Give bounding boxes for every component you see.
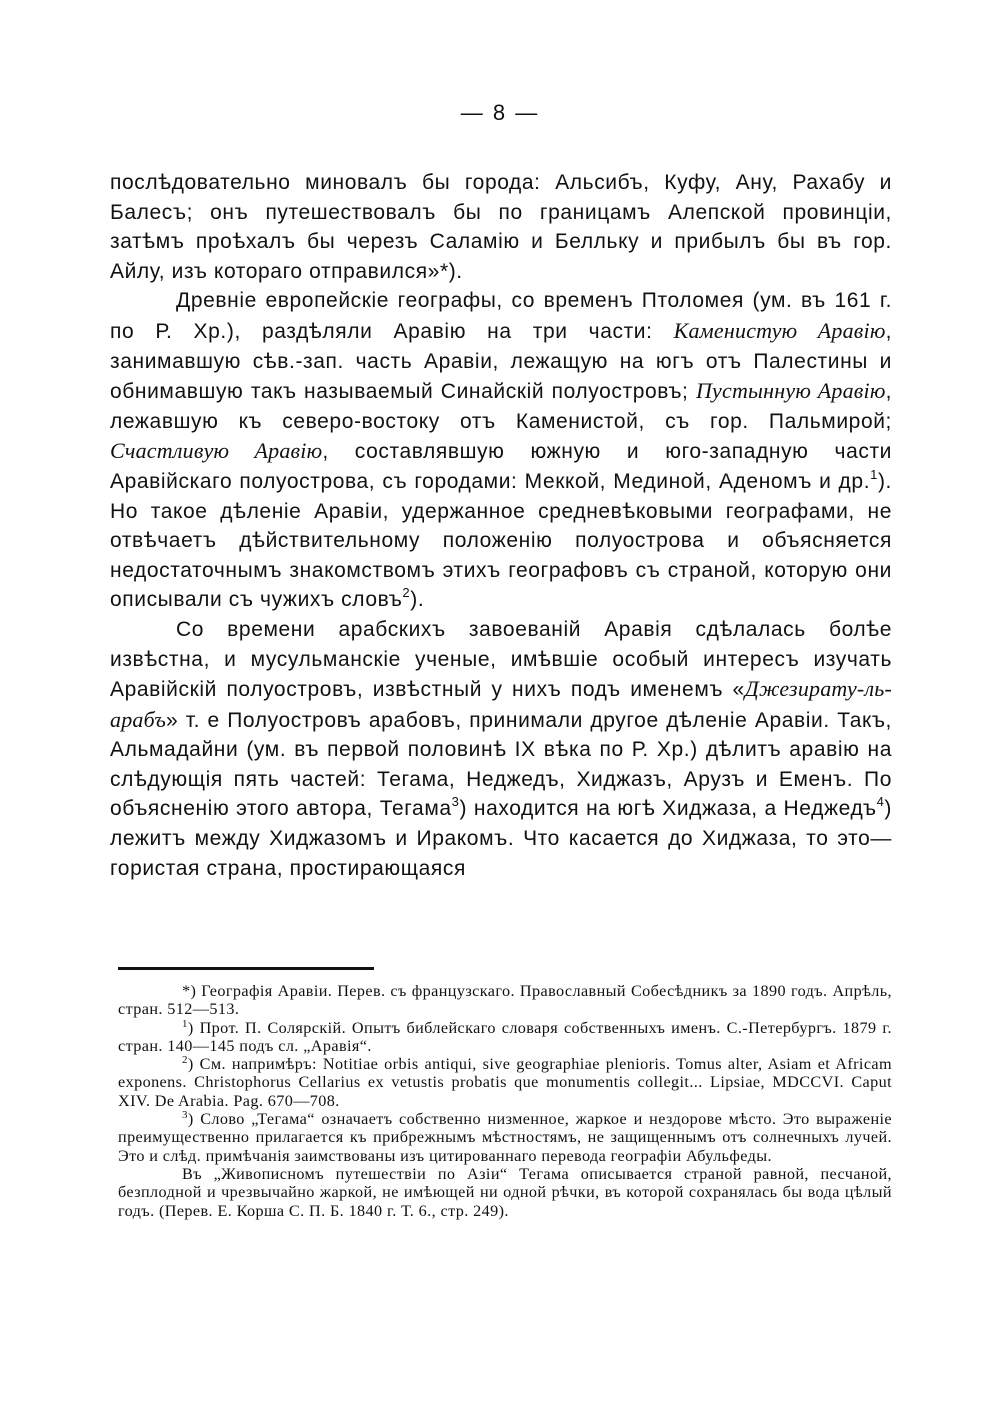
footnote-marker-2: 2 [182,1054,188,1067]
footnote-1-text: ) Прот. П. Солярскій. Опытъ библейскаго словаря собственныхъ именъ. С.-Петербургъ. 1879 г. стран. 140—145 подъ сл. „Аравія“. [118,1018,892,1055]
text-span: Со времени арабскихъ завоеваній Аравія сдѣлалась болѣе извѣстна, и мусульманскіе ученые, имѣвшіе особый интересъ изучать Аравійскій полуостровъ, извѣстный у нихъ подъ именемъ « [110,617,892,702]
footnote-ref-1: 1 [870,466,878,482]
footnote-ref-4: 4 [876,794,885,810]
footnote-ref-3: 3 [451,794,460,810]
footnote-ref-2: 2 [402,585,411,601]
term-desert-arabia: Пустынную Аравію [695,378,886,404]
text-span: ) находится на югѣ Хиджаза, а Неджедъ [459,797,877,821]
term-jazirat-al-arab: Джезирату-ль-арабъ [110,676,892,732]
footnote-2 [118,1055,892,1110]
text-span: , составлявшую южную и юго-западную части Аравійскаго полуострова, съ городами: Меккой, Мединой, Аденомъ и др. [110,440,892,493]
footnote-3-text: ) Слово „Тегама“ означаетъ собственно низменное, жаркое и нездорове мѣсто. Это выраженіе преимущественно прилагается къ прибрежнымъ мѣстностямъ, не защищеннымъ отъ солнечныхъ лучей. Это и слѣд. примѣчанія заимствованы изъ цитированнаго перевода географіи Абульфеды. [118,1110,892,1165]
text-span: ). Но такое дѣленіе Аравіи, удержанное средневѣковыми географами, не отвѣчаетъ дѣйствительному положенію полуострова и объясняется недостаточнымъ знакомствомъ этихъ географовъ съ страной, которую они описывали съ чужихъ словъ [110,469,892,612]
paragraph-2 [110,286,892,615]
footnote-1 [118,1019,892,1056]
page-number: — 8 — [460,100,540,125]
footnote-star: *) Географія Аравіи. Перев. съ французскаго. Православный Собесѣдникъ за 1890 годъ. Апрѣль, стран. 512—513. [118,982,892,1019]
term-happy-arabia: Счастливую Аравію [110,438,323,464]
text-span: , занимавшую сѣв.-зап. часть Аравіи, лежащую на югъ отъ Палестины и обнимавшую такъ называемый Синайскій полуостровъ; [110,319,892,404]
text-span: ) лежитъ между Хиджазомъ и Иракомъ. Что касается до Хиджаза, то это—гористая страна, простирающаяся [110,797,892,880]
paragraph-1: послѣдовательно миновалъ бы города: Альсибъ, Куфу, Ану, Рахабу и Балесъ; онъ путешествовалъ бы по границамъ Алепской провинціи, затѣмъ проѣхалъ бы черезъ Саламію и Белльку и прибылъ бы въ гор. Айлу, изъ котораго отправился»*). [110,171,892,283]
footnotes [118,982,892,1220]
text-span: , лежавшую къ северо-востоку отъ Каменистой, съ гор. Пальмирой; [110,380,893,433]
text-span: » т. е Полуостровъ арабовъ, принимали другое дѣленіе Аравіи. Такъ, Альмадайни (ум. въ первой половинѣ IX вѣка по Р. Хр.) дѣлитъ аравію на слѣдующія пять частей: Тегама, Неджедъ, Хиджазъ, Арузъ и Еменъ. По объясненію этого автора, Тегама [110,708,892,821]
text-span: Древніе европейскіе географы, со временъ Птоломея (ум. въ 161 г. по Р. Хр.), раздѣляли Аравію на три части: [110,289,892,343]
footnote-marker-1: 1 [182,1017,188,1030]
footnote-divider [118,967,374,970]
footnote-marker-3: 3 [182,1109,188,1122]
paragraph-3 [110,615,892,883]
main-text [110,168,892,883]
footnote-2-text: ) См. напримѣръ: Notitiae orbis antiqui, sive geographiae plenioris. Tomus alter, Asiam et Africam exponens. Christophorus Cellarius ex vetustis probatis que monumentis collegit... Lipsiae, MDCCVI. Caput XIV. De Arabia. Pag. 670—708. [118,1055,892,1110]
term-stony-arabia: Каменистую Аравію [673,317,886,343]
footnote-3 [118,1110,892,1165]
footnote-4: Въ „Живописномъ путешествіи по Азіи“ Тегама описывается страной равной, песчаной, безплодной и чрезвычайно жаркой, не имѣющей ни одной рѣчки, въ которой сохранялась бы вода цѣлый годъ. (Перев. Е. Корша С. П. Б. 1840 г. Т. 6., стр. 249). [118,1164,892,1220]
text-span: ). [410,588,425,612]
